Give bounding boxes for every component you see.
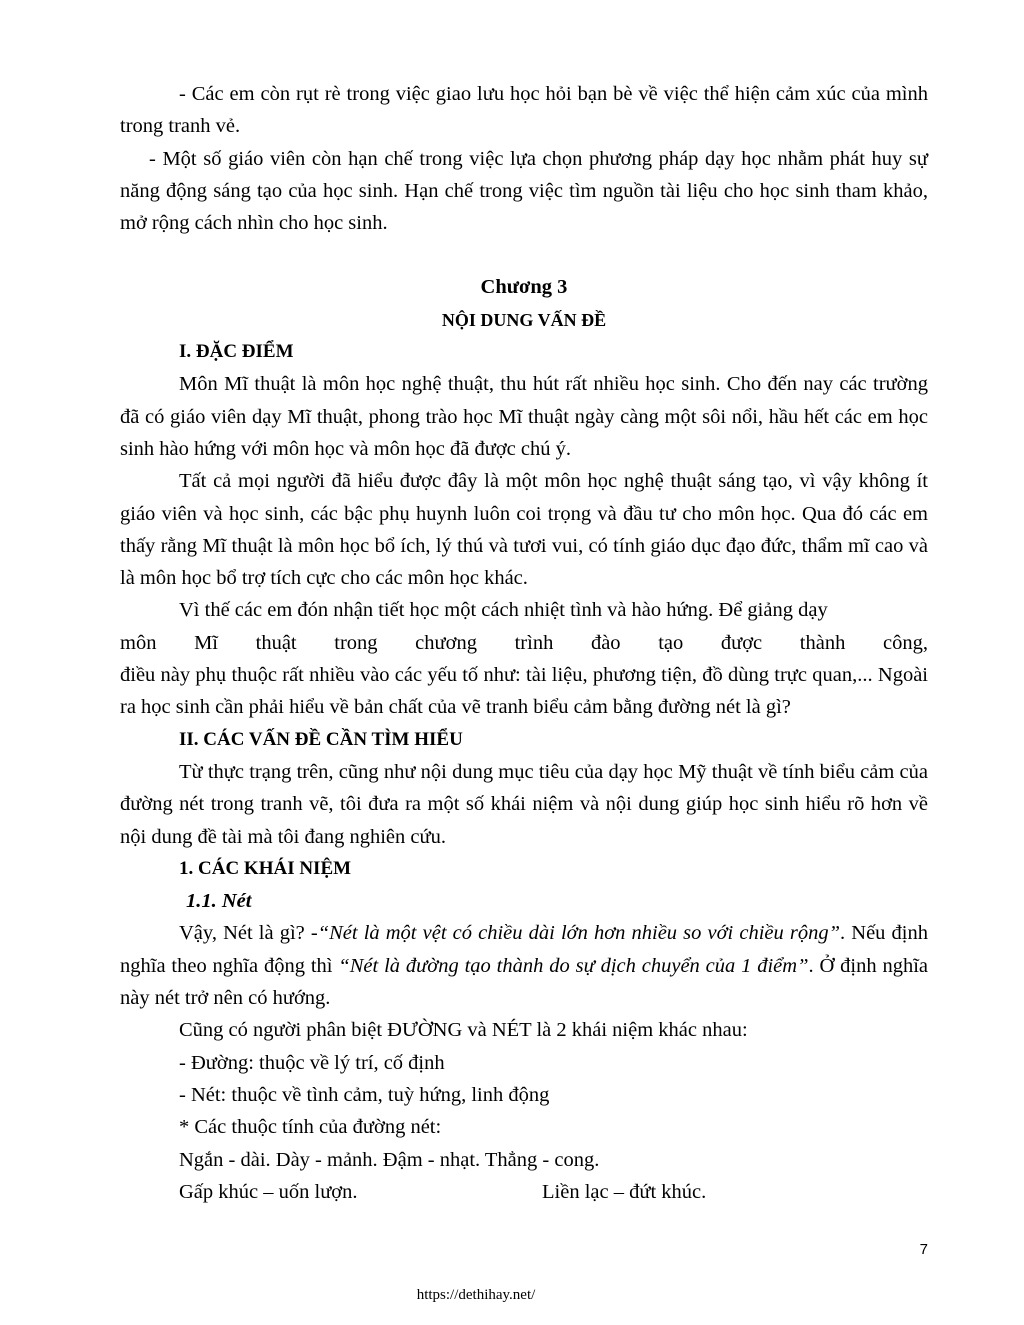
word: môn	[120, 631, 157, 654]
document-body	[120, 78, 928, 1208]
line-3: - Nét: thuộc về tình cảm, tuỳ hứng, linh động	[179, 1083, 550, 1106]
paragraph-6: Từ thực trạng trên, cũng như nội dung mục tiêu của dạy học Mỹ thuật về tính biểu cảm của đường nét trong tranh vẽ, tôi đưa ra một số khái niệm và nội dung giúp học sinh hiểu rõ hơn về nội dung đề tài mà tôi đang nghiên cứu.	[120, 760, 928, 848]
footer-url[interactable]: https://dethihay.net/	[416, 1287, 536, 1303]
line-4: * Các thuộc tính của đường nét:	[179, 1116, 442, 1139]
paragraph-5-line-2	[120, 627, 928, 659]
line-6-right: Liền lạc – đứt khúc.	[542, 1180, 707, 1203]
paragraph-4: Tất cả mọi người đã hiểu được đây là một môn học nghệ thuật sáng tạo, vì vậy không ít giáo viên và học sinh, các bậc phụ huynh luôn coi trọng và đầu tư cho môn học. Qua đó các em thấy rằng Mĩ thuật là môn học bổ ích, lý thú và tươi vui, có tính giáo dục đạo đức, thẩm mĩ cao và là môn học bổ trợ tích cực cho các môn học khác.	[120, 470, 928, 590]
chapter-title: NỘI DUNG VẤN ĐỀ	[441, 309, 607, 330]
word: trong	[334, 631, 378, 654]
section-heading-3: 1. CÁC KHÁI NIỆM	[179, 857, 352, 879]
paragraph-3: Môn Mĩ thuật là môn học nghệ thuật, thu hút rất nhiều học sinh. Cho đến nay các trường đã có giáo viên dạy Mĩ thuật, phong trào học Mĩ thuật ngày càng một sôi nổi, hầu hết các em học sinh hào hứng với môn học và môn học đã được chú ý.	[120, 373, 928, 460]
line-1: Cũng có người phân biệt ĐƯỜNG và NÉT là 2 khái niệm khác nhau:	[179, 1019, 748, 1042]
chapter-heading: Chương 3	[480, 276, 568, 299]
word: chương	[415, 631, 477, 654]
definition-quote-2: “Nét là đường tạo thành do sự dịch chuyển của 1 điểm”	[338, 954, 809, 977]
paragraph-7	[120, 917, 928, 1014]
word: trình	[514, 631, 554, 654]
page-number: 7	[919, 1241, 928, 1258]
word: tạo	[658, 631, 684, 654]
paragraph-7-part-1: Vậy, Nét là gì? -	[179, 922, 318, 945]
paragraph-5-rest: điều này phụ thuộc rất nhiều vào các yếu tố như: tài liệu, phương tiện, đồ dùng trực quan,... Ngoài ra học sinh cần phải hiểu về bản chất của vẽ tranh biểu cảm bằng đường nét là gì?	[120, 664, 928, 719]
word: được	[720, 631, 763, 654]
word: Mĩ	[194, 631, 219, 654]
word: công,	[882, 631, 928, 654]
word: đào	[590, 631, 621, 654]
line-2: - Đường: thuộc về lý trí, cố định	[179, 1051, 445, 1074]
paragraph-2: - Một số giáo viên còn hạn chế trong việc lựa chọn phương pháp dạy học nhằm phát huy sự năng động sáng tạo của học sinh. Hạn chế trong việc tìm nguồn tài liệu cho học sinh tham khảo, mở rộng cách nhìn cho học sinh.	[120, 147, 928, 235]
definition-quote-1: “Nét là một vệt có chiều dài lớn hơn nhiều so với chiều rộng”	[317, 922, 841, 945]
section-heading-2: II. CÁC VẤN ĐỀ CẦN TÌM HIỂU	[179, 728, 463, 750]
word: thành	[799, 631, 846, 654]
line-5: Ngắn - dài. Dày - mảnh. Đậm - nhạt. Thẳng - cong.	[179, 1148, 600, 1171]
line-6	[120, 1176, 928, 1208]
paragraph-5-line-1: Vì thế các em đón nhận tiết học một cách nhiệt tình và hào hứng. Để giảng dạy	[179, 599, 828, 622]
paragraph-7-part-5: . Ở định nghĩa này nét trở nên có hướng.	[120, 954, 929, 1010]
word: thuật	[255, 631, 297, 654]
line-6-left: Gấp khúc – uốn lượn.	[179, 1180, 358, 1203]
paragraph-7-part-3: . Nếu định nghĩa theo nghĩa động thì	[120, 922, 928, 977]
section-heading-1: I. ĐẶC ĐIỂM	[179, 341, 294, 363]
paragraph-1: - Các em còn rụt rè trong việc giao lưu học hỏi bạn bè về việc thể hiện cảm xúc của mình trong tranh vẻ.	[120, 83, 928, 138]
subsection-heading: 1.1. Nét	[186, 890, 252, 913]
